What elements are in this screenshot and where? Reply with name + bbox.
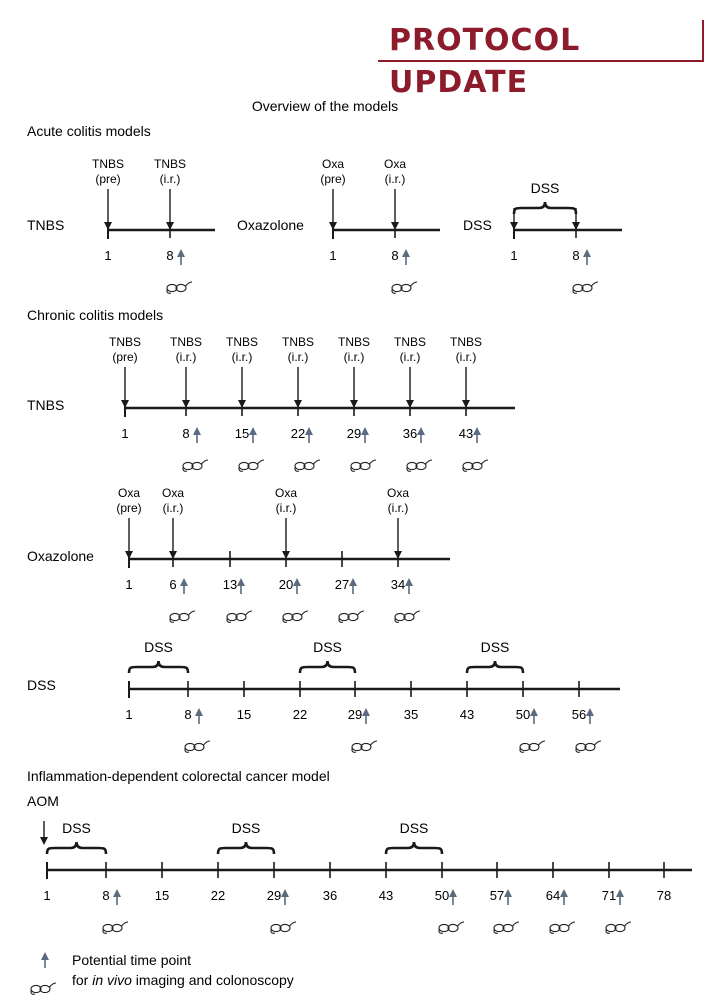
timeline-tick-label: 29 bbox=[347, 707, 363, 722]
legend bbox=[72, 952, 294, 988]
marker-agent-label: TNBS bbox=[281, 335, 315, 349]
marker-route-label: (i.r.) bbox=[287, 350, 309, 364]
endoscope-icon bbox=[227, 611, 252, 622]
dss-bracket-label: DSS bbox=[313, 639, 342, 655]
timeline-tick-label: 15 bbox=[154, 888, 170, 903]
marker-route-label: (pre) bbox=[320, 172, 346, 186]
up-arrow-icon bbox=[41, 952, 49, 960]
dss-bracket-label: DSS bbox=[480, 639, 510, 655]
up-arrow-icon bbox=[583, 249, 591, 257]
acute-oxazolone-label: Oxazolone bbox=[237, 217, 304, 233]
up-arrow-icon bbox=[417, 427, 425, 435]
dss-bracket-label: DSS bbox=[144, 639, 173, 655]
marker-route-label: (i.r.) bbox=[343, 350, 365, 364]
timeline-tick-label: 1 bbox=[125, 577, 133, 592]
timeline-tick-label: 13 bbox=[222, 577, 238, 592]
endoscope-icon bbox=[283, 611, 308, 622]
dss-bracket bbox=[514, 202, 576, 214]
endoscope-icon bbox=[407, 460, 432, 471]
marker-agent-label: Oxa bbox=[274, 486, 298, 500]
chronic-dss-label: DSS bbox=[27, 677, 56, 693]
dss-bracket bbox=[467, 661, 523, 673]
up-arrow-icon bbox=[349, 578, 357, 586]
down-arrow-head bbox=[40, 837, 48, 845]
marker-route-label: (i.r.) bbox=[384, 172, 406, 186]
acute-section-title: Acute colitis models bbox=[27, 123, 151, 139]
up-arrow-icon bbox=[180, 578, 188, 586]
marker-route-label: (i.r.) bbox=[387, 501, 409, 515]
marker-agent-label: TNBS bbox=[449, 335, 483, 349]
timeline-tick-label: 56 bbox=[571, 707, 587, 722]
up-arrow-icon bbox=[405, 578, 413, 586]
acute-dss-timeline bbox=[510, 180, 622, 293]
aom-label: AOM bbox=[27, 793, 59, 809]
timeline-tick-label: 22 bbox=[290, 426, 306, 441]
timeline-tick-label: 71 bbox=[601, 888, 617, 903]
aom-arrow bbox=[40, 821, 48, 845]
up-arrow-icon bbox=[560, 889, 568, 897]
up-arrow-icon bbox=[305, 427, 313, 435]
acute-tnbs-timeline bbox=[92, 157, 215, 293]
timeline-tick-label: 29 bbox=[266, 888, 282, 903]
up-arrow-icon bbox=[530, 708, 538, 716]
endoscope-icon bbox=[185, 741, 210, 752]
up-arrow-icon bbox=[504, 889, 512, 897]
timeline-tick-label: 1 bbox=[510, 248, 518, 263]
marker-agent-label: TNBS bbox=[108, 335, 142, 349]
marker-route-label: (i.r.) bbox=[231, 350, 253, 364]
endoscope-icon bbox=[271, 922, 296, 933]
endoscope-icon bbox=[239, 460, 264, 471]
up-arrow-icon bbox=[195, 708, 203, 716]
legend-icons bbox=[31, 952, 56, 994]
legend-line-1: Potential time point bbox=[72, 952, 192, 968]
marker-route-label: (i.r.) bbox=[275, 501, 297, 515]
marker-route-label: (pre) bbox=[116, 501, 142, 515]
legend-line-2: for in vivo imaging and colonoscopy bbox=[72, 972, 294, 988]
chronic-section-title: Chronic colitis models bbox=[27, 307, 164, 323]
endoscope-icon bbox=[392, 282, 417, 293]
timeline-tick-label: 29 bbox=[346, 426, 362, 441]
dss-bracket-label: DSS bbox=[231, 820, 261, 836]
dss-bracket bbox=[47, 842, 106, 854]
endoscope-icon bbox=[439, 922, 464, 933]
marker-route-label: (i.r.) bbox=[175, 350, 197, 364]
timeline-tick-label: 43 bbox=[458, 426, 474, 441]
timeline-tick-label: 36 bbox=[322, 888, 338, 903]
acute-oxazolone-timeline bbox=[320, 157, 440, 293]
endoscope-icon bbox=[520, 741, 545, 752]
timeline-tick-label: 15 bbox=[236, 707, 252, 722]
cancer-section-title: Inflammation-dependent colorectal cancer model bbox=[27, 768, 330, 784]
endoscope-icon bbox=[494, 922, 519, 933]
chronic-dss-timeline bbox=[125, 639, 620, 752]
marker-agent-label: Oxa bbox=[383, 157, 407, 171]
up-arrow-icon bbox=[616, 889, 624, 897]
up-arrow-icon bbox=[449, 889, 457, 897]
endoscope-icon bbox=[576, 741, 601, 752]
endoscope-icon bbox=[31, 983, 56, 994]
endoscope-icon bbox=[295, 460, 320, 471]
timeline-tick-label: 8 bbox=[182, 426, 190, 441]
timeline-tick-label: 22 bbox=[210, 888, 226, 903]
timeline-tick-label: 43 bbox=[459, 707, 475, 722]
marker-agent-label: TNBS bbox=[337, 335, 371, 349]
up-arrow-icon bbox=[473, 427, 481, 435]
timeline-tick-label: 50 bbox=[434, 888, 450, 903]
marker-route-label: (pre) bbox=[112, 350, 138, 364]
timeline-tick-label: 6 bbox=[169, 577, 177, 592]
marker-agent-label: TNBS bbox=[153, 157, 187, 171]
marker-route-label: (i.r.) bbox=[159, 172, 181, 186]
up-arrow-icon bbox=[177, 249, 185, 257]
marker-agent-label: Oxa bbox=[321, 157, 345, 171]
chronic-tnbs-timeline bbox=[109, 335, 515, 471]
up-arrow-icon bbox=[237, 578, 245, 586]
timeline-tick-label: 8 bbox=[391, 248, 399, 263]
dss-bracket bbox=[386, 842, 442, 854]
marker-route-label: (i.r.) bbox=[455, 350, 477, 364]
up-arrow-icon bbox=[361, 427, 369, 435]
timeline-tick-label: 64 bbox=[545, 888, 561, 903]
marker-agent-label: TNBS bbox=[169, 335, 203, 349]
endoscope-icon bbox=[351, 460, 376, 471]
marker-route-label: (i.r.) bbox=[162, 501, 184, 515]
dss-bracket bbox=[218, 842, 274, 854]
up-arrow-icon bbox=[249, 427, 257, 435]
endoscope-icon bbox=[352, 741, 377, 752]
timeline-tick-label: 78 bbox=[656, 888, 672, 903]
timeline-tick-label: 20 bbox=[278, 577, 294, 592]
marker-agent-label: Oxa bbox=[386, 486, 410, 500]
marker-agent-label: TNBS bbox=[393, 335, 427, 349]
chronic-oxazolone-label: Oxazolone bbox=[27, 548, 94, 564]
timelines bbox=[31, 157, 692, 994]
endoscope-icon bbox=[463, 460, 488, 471]
timeline-tick-label: 34 bbox=[390, 577, 406, 592]
up-arrow-icon bbox=[281, 889, 289, 897]
up-arrow-icon bbox=[586, 708, 594, 716]
diagram-title: Overview of the models bbox=[251, 98, 399, 114]
acute-dss-label: DSS bbox=[463, 217, 492, 233]
timeline-tick-label: 57 bbox=[489, 888, 505, 903]
dss-bracket bbox=[300, 661, 355, 673]
timeline-tick-label: 8 bbox=[166, 248, 174, 263]
dss-bracket bbox=[129, 661, 188, 673]
timeline-tick-label: 8 bbox=[572, 248, 580, 263]
timeline-tick-label: 27 bbox=[334, 577, 350, 592]
up-arrow-icon bbox=[362, 708, 370, 716]
timeline-tick-label: 1 bbox=[104, 248, 112, 263]
timeline-tick-label: 1 bbox=[329, 248, 337, 263]
dss-bracket-label: DSS bbox=[62, 820, 91, 836]
acute-tnbs-label: TNBS bbox=[27, 217, 65, 233]
timeline-tick-label: 8 bbox=[102, 888, 110, 903]
timeline-tick-label: 50 bbox=[515, 707, 531, 722]
marker-route-label: (pre) bbox=[95, 172, 121, 186]
timeline-tick-label: 1 bbox=[125, 707, 133, 722]
cancer-timeline bbox=[43, 820, 692, 933]
marker-agent-label: TNBS bbox=[91, 157, 125, 171]
up-arrow-icon bbox=[402, 249, 410, 257]
up-arrow-icon bbox=[193, 427, 201, 435]
timeline-tick-label: 8 bbox=[184, 707, 192, 722]
marker-agent-label: TNBS bbox=[225, 335, 259, 349]
endoscope-icon bbox=[167, 282, 192, 293]
endoscope-icon bbox=[103, 922, 128, 933]
timeline-tick-label: 36 bbox=[402, 426, 418, 441]
timeline-tick-label: 1 bbox=[43, 888, 51, 903]
dss-bracket-label: DSS bbox=[399, 820, 429, 836]
endoscope-icon bbox=[339, 611, 364, 622]
timeline-tick-label: 22 bbox=[292, 707, 308, 722]
endoscope-icon bbox=[606, 922, 631, 933]
dss-bracket-label: DSS bbox=[530, 180, 560, 196]
timeline-tick-label: 15 bbox=[234, 426, 250, 441]
marker-route-label: (i.r.) bbox=[399, 350, 421, 364]
marker-agent-label: Oxa bbox=[117, 486, 141, 500]
endoscope-icon bbox=[395, 611, 420, 622]
chronic-oxazolone-timeline bbox=[116, 486, 450, 622]
up-arrow-icon bbox=[293, 578, 301, 586]
timeline-tick-label: 1 bbox=[121, 426, 129, 441]
timeline-tick-label: 35 bbox=[403, 707, 419, 722]
endoscope-icon bbox=[183, 460, 208, 471]
endoscope-icon bbox=[550, 922, 575, 933]
up-arrow-icon bbox=[113, 889, 121, 897]
endoscope-icon bbox=[573, 282, 598, 293]
endoscope-icon bbox=[170, 611, 195, 622]
chronic-tnbs-label: TNBS bbox=[27, 397, 65, 413]
marker-agent-label: Oxa bbox=[161, 486, 185, 500]
timeline-tick-label: 43 bbox=[378, 888, 394, 903]
header-title: PROTOCOL UPDATE bbox=[389, 23, 581, 100]
